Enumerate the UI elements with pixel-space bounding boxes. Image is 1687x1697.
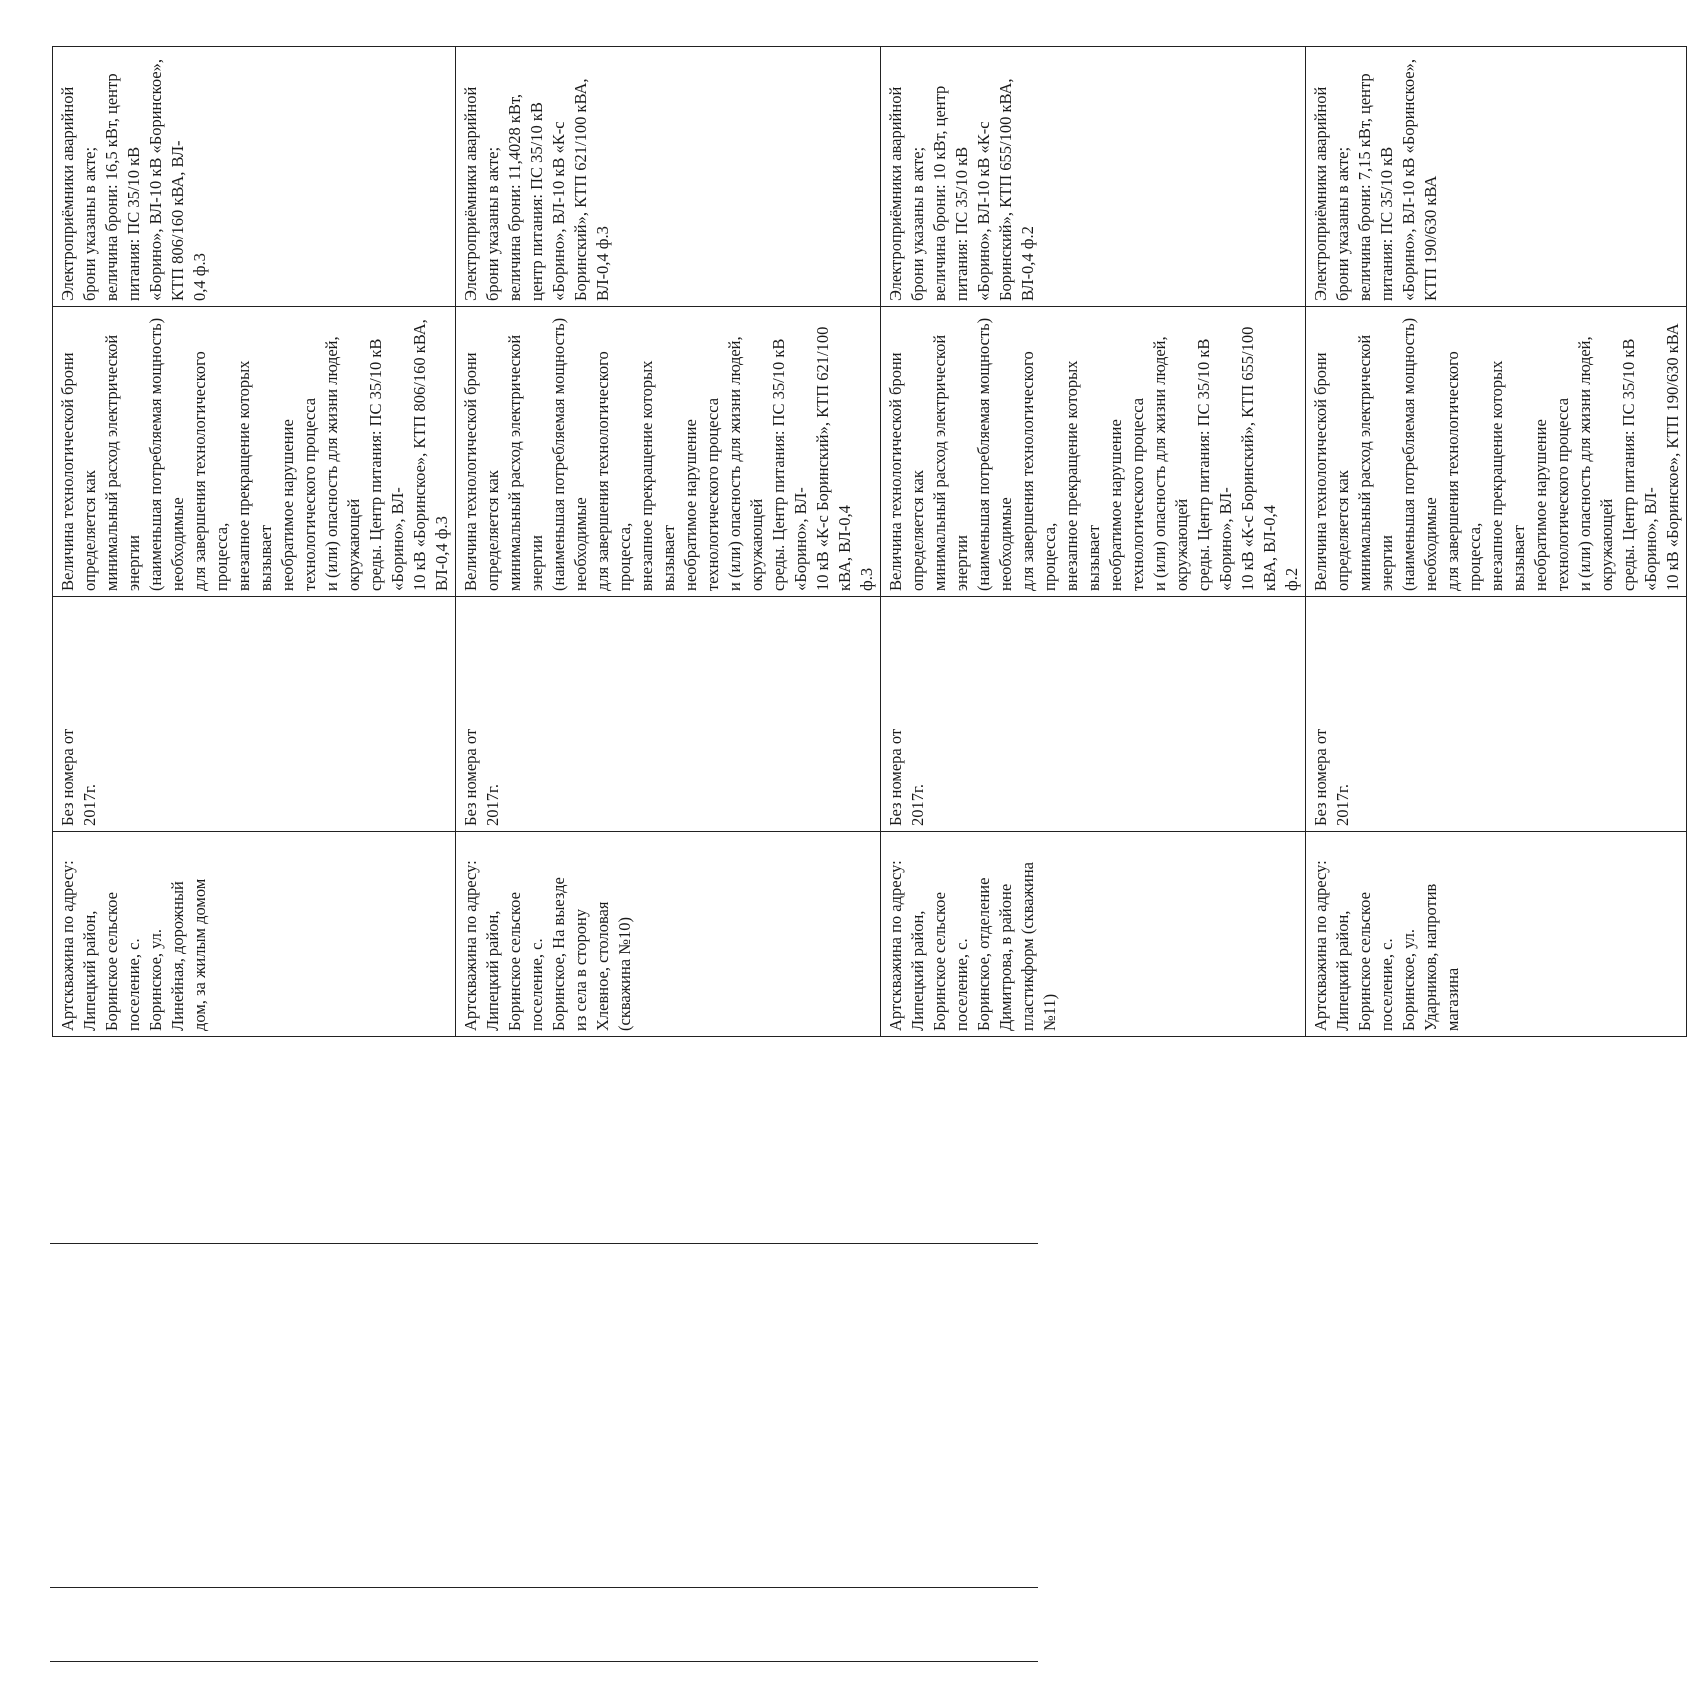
tech-reserve-cell: Величина технологической брони определяется как минимальный расход электрической энергии (наименьшая потребляемая мощность) необходимые для завершения технологического процесса, внезапное прекращение которых вызывает необратимое нарушение технологического процесса и (или) опасность для жизни людей, окружающей среды. Центр питания: ПС 35/10 кВ «Борино», ВЛ- 10 кВ «Боринское», КТП 806/160 кВА, ВЛ-0,4 ф.3: [53, 307, 456, 597]
address-cell: Артскважина по адресу: Липецкий район, Боринское сельское поселение, с. Боринское, отделение Димитрова, в районе пластикформ (скважина №11): [881, 832, 1306, 1037]
rotated-table-wrapper: [52, 47, 1682, 1037]
table-row: [881, 47, 1306, 1037]
address-cell: Артскважина по адресу: Липецкий район, Боринское сельское поселение, с. Боринское, ул. Ударников, напротив магазина: [1306, 832, 1687, 1037]
address-cell: Артскважина по адресу: Липецкий район, Боринское сельское поселение, с. Боринское, На выезде из села в сторону Хлевное, столовая (скважина №10): [456, 832, 881, 1037]
act-cell: Без номера от 2017г.: [881, 597, 1306, 832]
table-row: [53, 47, 456, 1037]
tech-reserve-cell: Величина технологической брони определяется как минимальный расход электрической энергии (наименьшая потребляемая мощность) необходимые для завершения технологического процесса, внезапное прекращение которых вызывает необратимое нарушение технологического процесса и (или) опасность для жизни людей, окружающей среды. Центр питания: ПС 35/10 кВ «Борино», ВЛ- 10 кВ «Боринское», КТП 190/630 кВА: [1306, 307, 1687, 597]
horizontal-rule: [50, 1661, 1038, 1662]
horizontal-rule: [50, 1243, 1038, 1244]
act-cell: Без номера от 2017г.: [1306, 597, 1687, 832]
reservation-table: [52, 46, 1687, 1037]
address-cell: Артскважина по адресу: Липецкий район, Боринское сельское поселение, с. Боринское, ул. Линейная, дорожный дом, за жилым домом: [53, 832, 456, 1037]
table-row: [456, 47, 881, 1037]
horizontal-rule: [50, 1587, 1038, 1588]
emergency-reserve-cell: Электроприёмники аварийной брони указаны в акте; величина брони: 11,4028 кВт, центр питания: ПС 35/10 кВ «Борино», ВЛ-10 кВ «К-с Боринский», КТП 621/100 кВА, ВЛ-0,4 ф.3: [456, 47, 881, 307]
emergency-reserve-cell: Электроприёмники аварийной брони указаны в акте; величина брони: 7,15 кВт, центр питания: ПС 35/10 кВ «Борино», ВЛ-10 кВ «Боринское», КТП 190/630 кВА: [1306, 47, 1687, 307]
emergency-reserve-cell: Электроприёмники аварийной брони указаны в акте; величина брони: 16,5 кВт, центр питания: ПС 35/10 кВ «Борино», ВЛ-10 кВ «Боринское», КТП 806/160 кВА, ВЛ- 0,4 ф.3: [53, 47, 456, 307]
act-cell: Без номера от 2017г.: [53, 597, 456, 832]
tech-reserve-cell: Величина технологической брони определяется как минимальный расход электрической энергии (наименьшая потребляемая мощность) необходимые для завершения технологического процесса, внезапное прекращение которых вызывает необратимое нарушение технологического процесса и (или) опасность для жизни людей, окружающей среды. Центр питания: ПС 35/10 кВ «Борино», ВЛ- 10 кВ «К-с Боринский», КТП 655/100 кВА, ВЛ-0,4 ф.2: [881, 307, 1306, 597]
table-row: [1306, 47, 1687, 1037]
act-cell: Без номера от 2017г.: [456, 597, 881, 832]
tech-reserve-cell: Величина технологической брони определяется как минимальный расход электрической энергии (наименьшая потребляемая мощность) необходимые для завершения технологического процесса, внезапное прекращение которых вызывает необратимое нарушение технологического процесса и (или) опасность для жизни людей, окружающей среды. Центр питания: ПС 35/10 кВ «Борино», ВЛ- 10 кВ «К-с Боринский», КТП 621/100 кВА, ВЛ-0,4 ф.3: [456, 307, 881, 597]
emergency-reserve-cell: Электроприёмники аварийной брони указаны в акте; величина брони: 10 кВт, центр питания: ПС 35/10 кВ «Борино», ВЛ-10 кВ «К-с Боринский», КТП 655/100 кВА, ВЛ-0,4 ф.2: [881, 47, 1306, 307]
